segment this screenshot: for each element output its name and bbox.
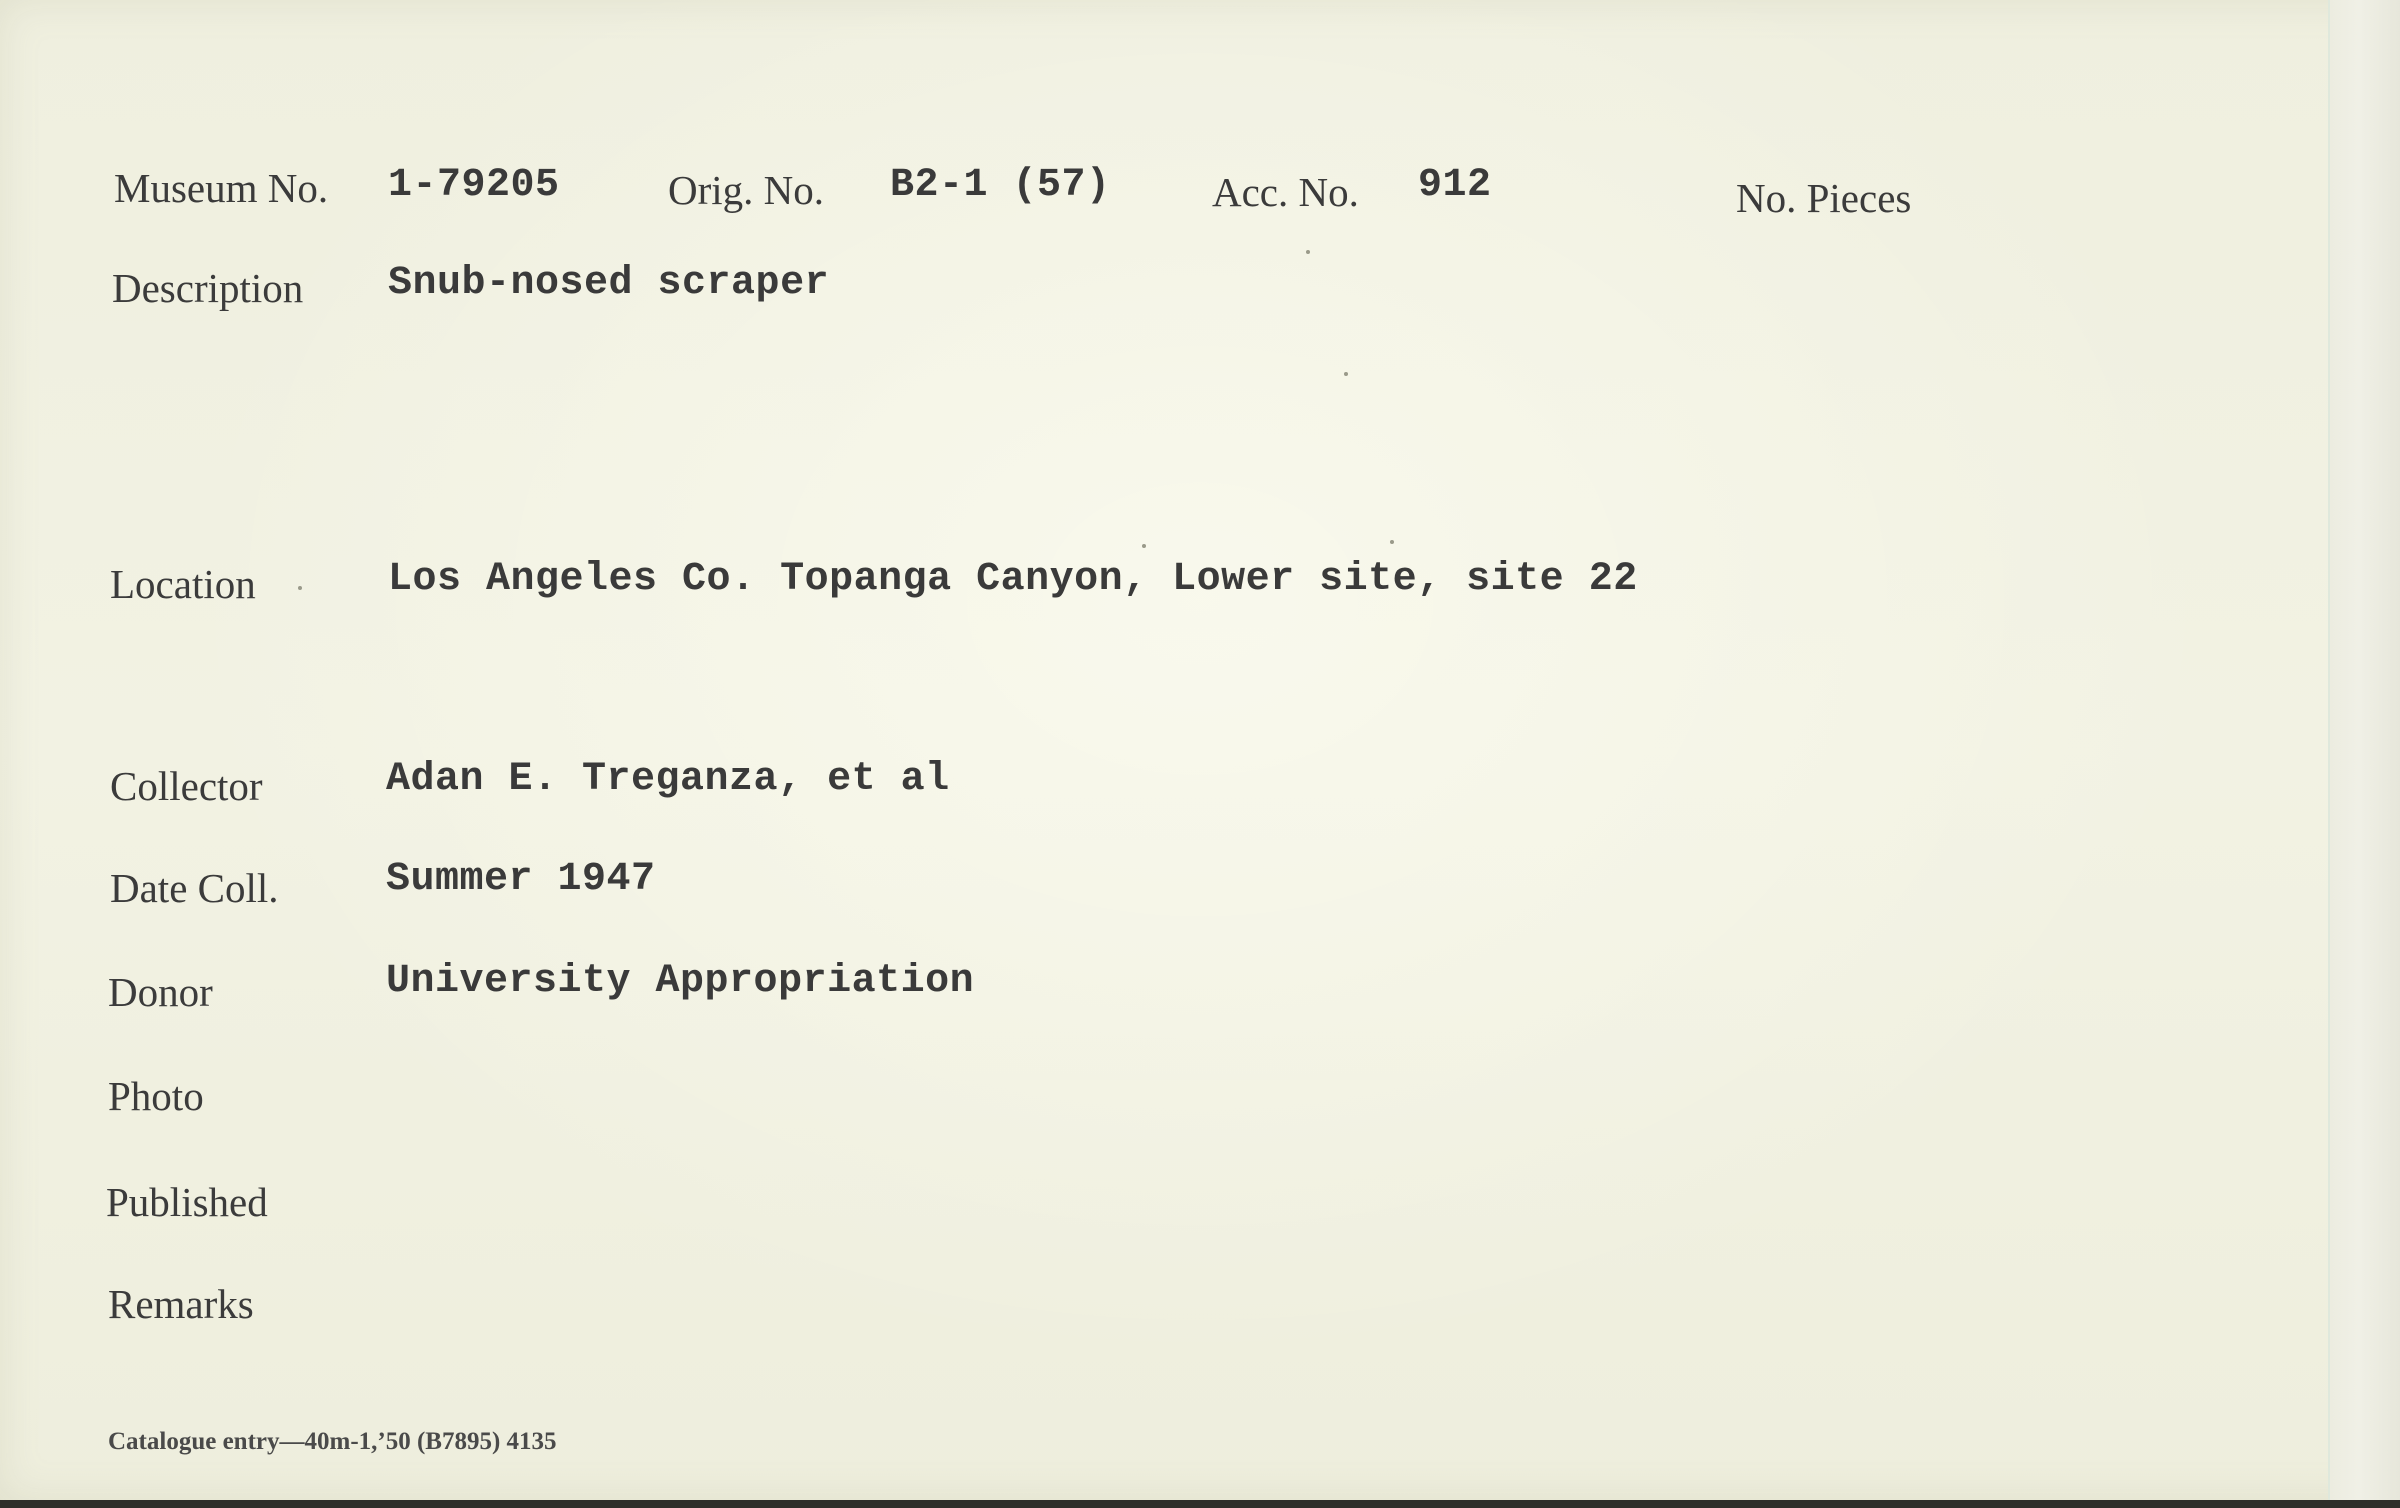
paper-speck (1142, 544, 1146, 548)
photo-label: Photo (108, 1073, 204, 1119)
paper-speck (298, 586, 302, 590)
published-label: Published (106, 1179, 268, 1225)
card-edge (2328, 0, 2400, 1500)
location-label: Location (110, 561, 256, 607)
scan-bottom-edge (0, 1500, 2400, 1508)
museum-no-label: Museum No. (114, 165, 329, 211)
orig-no-value: B2-1 (57) (890, 163, 1111, 208)
acc-no-value: 912 (1418, 163, 1492, 208)
date-coll-value: Summer 1947 (386, 857, 656, 902)
location-value: Los Angeles Co. Topanga Canyon, Lower site, site 22 (388, 557, 1638, 602)
date-coll-label: Date Coll. (110, 865, 279, 911)
donor-label: Donor (108, 969, 213, 1015)
catalogue-footer: Catalogue entry—40m-1,’50 (B7895) 4135 (108, 1428, 557, 1455)
paper-speck (1306, 250, 1310, 254)
collector-label: Collector (110, 763, 263, 809)
orig-no-label: Orig. No. (668, 167, 825, 213)
paper-speck (1344, 372, 1348, 376)
acc-no-label: Acc. No. (1212, 169, 1359, 215)
description-label: Description (112, 265, 304, 311)
description-value: Snub-nosed scraper (388, 261, 830, 306)
paper-speck (1390, 540, 1394, 544)
remarks-label: Remarks (108, 1281, 254, 1327)
museum-no-value: 1-79205 (388, 163, 560, 208)
donor-value: University Appropriation (386, 959, 975, 1004)
collector-value: Adan E. Treganza, et al (386, 757, 950, 802)
no-pieces-label: No. Pieces (1736, 175, 1912, 221)
